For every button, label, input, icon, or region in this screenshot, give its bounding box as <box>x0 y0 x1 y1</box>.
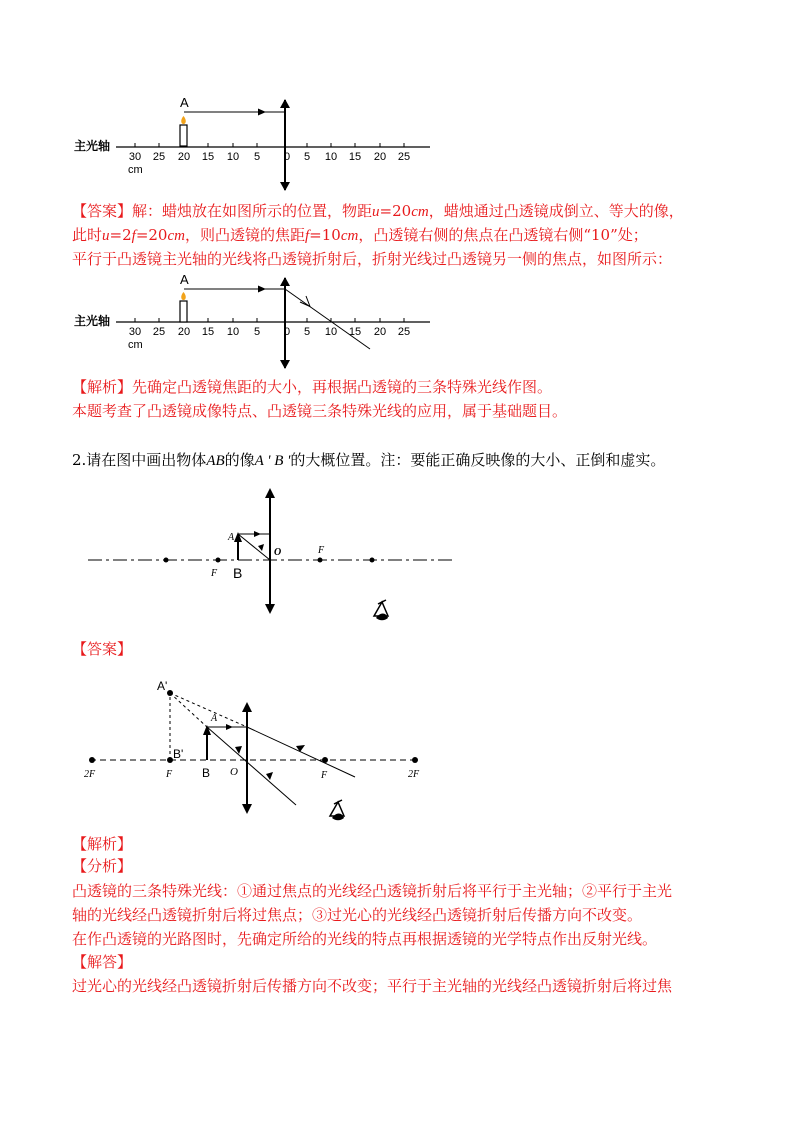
point-label-a: A <box>180 95 189 110</box>
tick-label: 25 <box>397 151 411 163</box>
tick-label: 25 <box>397 326 411 338</box>
analysis1-line2: 本题考查了凸透镜成像特点、凸透镜三条特殊光线的应用，属于基础题目。 <box>72 402 568 420</box>
section-jiexi: 【解析】 <box>72 835 133 853</box>
candle <box>180 125 187 146</box>
flame-icon <box>181 292 186 300</box>
var-ab: AB <box>206 453 225 469</box>
text: =10 <box>309 226 341 244</box>
lens-arrow-bottom-icon <box>242 804 252 814</box>
text: 的像 <box>224 451 255 469</box>
question-2 <box>72 449 665 472</box>
point-2f-right <box>412 757 418 763</box>
text: ，则凸透镜的焦距 <box>184 226 305 244</box>
analysis1-line1: 【解析】先确定凸透镜焦距的大小，再根据凸透镜的三条特殊光线作图。 <box>72 378 553 396</box>
answer-tag: 【答案】 <box>72 202 133 220</box>
answer1-line1 <box>72 200 684 223</box>
answer1-line3: 平行于凸透镜主光轴的光线将凸透镜折射后，折射光线过凸透镜另一侧的焦点，如图所示： <box>72 250 673 268</box>
arrow-icon <box>254 531 261 537</box>
unit-cm: cm <box>411 204 429 220</box>
tick-label: 30 <box>128 151 142 163</box>
point-label-a: A <box>180 272 189 287</box>
label-f-left: F <box>166 769 173 780</box>
tick-label: 5 <box>253 151 261 163</box>
arrow-icon <box>296 745 305 752</box>
tick-label: 20 <box>373 326 387 338</box>
var-f: f <box>304 228 310 244</box>
tick-label: 20 <box>373 151 387 163</box>
section-fenxi: 【分析】 <box>72 857 133 875</box>
figure-3-question <box>80 480 470 625</box>
text: 此时 <box>72 226 103 244</box>
tick-label: 5 <box>303 151 311 163</box>
var-f: f <box>131 228 136 244</box>
label-f-right: F <box>318 545 325 556</box>
tick-label: 15 <box>348 326 362 338</box>
arrow-icon <box>258 544 264 551</box>
figure-4-answer <box>80 668 440 828</box>
answer1-line2 <box>72 224 648 247</box>
backward-extension <box>170 693 247 727</box>
label-b: B <box>233 565 243 581</box>
tick-label: 10 <box>324 326 338 338</box>
arrow-icon <box>258 109 266 116</box>
tick-label: 0 <box>283 326 291 338</box>
unit-cm: cm <box>167 228 185 244</box>
backward-extension <box>170 693 207 727</box>
tick-label: 5 <box>253 326 261 338</box>
lens-arrow-top-icon <box>280 99 290 108</box>
unit-label: cm <box>128 339 143 351</box>
focal-point-f-right <box>318 558 323 563</box>
text: =20 <box>135 226 168 244</box>
axis-label: 主光轴 <box>74 314 111 328</box>
tick-label: 30 <box>128 326 142 338</box>
ray-center <box>238 534 270 560</box>
var-u: u <box>102 228 110 244</box>
ray-center <box>207 727 296 805</box>
section-jieda: 【解答】 <box>72 953 133 971</box>
arrow-icon <box>258 286 266 293</box>
text: 2.请在图中画出物体 <box>72 451 207 469</box>
text: ，凸透镜右侧的焦点在凸透镜右侧“10”处； <box>358 226 648 244</box>
var-u: u <box>372 204 380 220</box>
tick-label: 10 <box>226 326 240 338</box>
tick-label: 5 <box>303 326 311 338</box>
focal-point-f-left <box>216 558 221 563</box>
tick-label: 20 <box>177 326 191 338</box>
section-p4: 过光心的光线经凸透镜折射后传播方向不改变；平行于主光轴的光线经凸透镜折射后将过焦 <box>72 977 673 995</box>
figure-1-lens-axis <box>60 90 460 200</box>
candle <box>180 301 187 322</box>
tick-label: 25 <box>152 151 166 163</box>
label-f-left: F <box>211 568 218 579</box>
lens-arrow-bottom-icon <box>280 182 290 191</box>
text: =20 <box>379 202 412 220</box>
tick-label: 15 <box>348 151 362 163</box>
text: 解：蜡烛放在如图所示的位置，物距 <box>132 202 373 220</box>
axis-label: 主光轴 <box>74 139 111 153</box>
label-a: A <box>211 713 218 724</box>
text: =2 <box>109 226 132 244</box>
ray-refracted <box>247 727 355 777</box>
section-p3: 在作凸透镜的光路图时，先确定所给的光线的特点再根据透镜的光学特点作出反射光线。 <box>72 930 658 948</box>
lens-arrow-top-icon <box>242 702 252 712</box>
text: 的大概位置。注：要能正确反映像的大小、正倒和虚实。 <box>290 451 666 469</box>
label-o: O <box>230 766 238 778</box>
flame-icon <box>181 116 186 124</box>
focal-point-2f-right <box>370 558 375 563</box>
lens-arrow-top-icon <box>265 488 275 498</box>
arrow-icon <box>226 724 233 730</box>
label-b-prime: B' <box>173 747 184 761</box>
lens-arrow-bottom-icon <box>280 360 290 369</box>
tick-label: 0 <box>283 151 291 163</box>
unit-label: cm <box>128 164 143 176</box>
tick-label: 10 <box>226 151 240 163</box>
eye-icon <box>374 600 388 620</box>
unit-cm: cm <box>340 228 359 244</box>
label-f-right: F <box>321 770 328 781</box>
var-ab-prime: A ' B ' <box>254 453 291 469</box>
figure-2-refraction <box>60 270 460 380</box>
point-2f-left <box>89 757 95 763</box>
text: ，蜡烛通过凸透镜成倒立、等大的像， <box>428 202 684 220</box>
focal-point-2f-left <box>164 558 169 563</box>
section-p1: 凸透镜的三条特殊光线：①通过焦点的光线经凸透镜折射后将平行于主光轴；②平行于主光 <box>72 882 673 900</box>
label-b: B <box>202 766 211 780</box>
label-a-prime: A' <box>157 679 168 693</box>
label-a: A <box>228 532 235 543</box>
label-2f-right: 2F <box>408 769 420 780</box>
tick-label: 15 <box>201 326 215 338</box>
eye-icon <box>330 800 344 820</box>
tick-label: 20 <box>177 151 191 163</box>
tick-label: 10 <box>324 151 338 163</box>
refracted-ray <box>285 289 370 349</box>
label-o: O <box>274 547 282 558</box>
lens-arrow-top-icon <box>280 277 290 286</box>
answer2-label: 【答案】 <box>72 640 133 658</box>
section-p2: 轴的光线经凸透镜折射后将过焦点；③过光心的光线经凸透镜折射后传播方向不改变。 <box>72 906 643 924</box>
lens-arrow-bottom-icon <box>265 604 275 614</box>
tick-label: 25 <box>152 326 166 338</box>
arrow-icon <box>266 772 273 780</box>
label-2f-left: 2F <box>84 769 96 780</box>
tick-label: 15 <box>201 151 215 163</box>
